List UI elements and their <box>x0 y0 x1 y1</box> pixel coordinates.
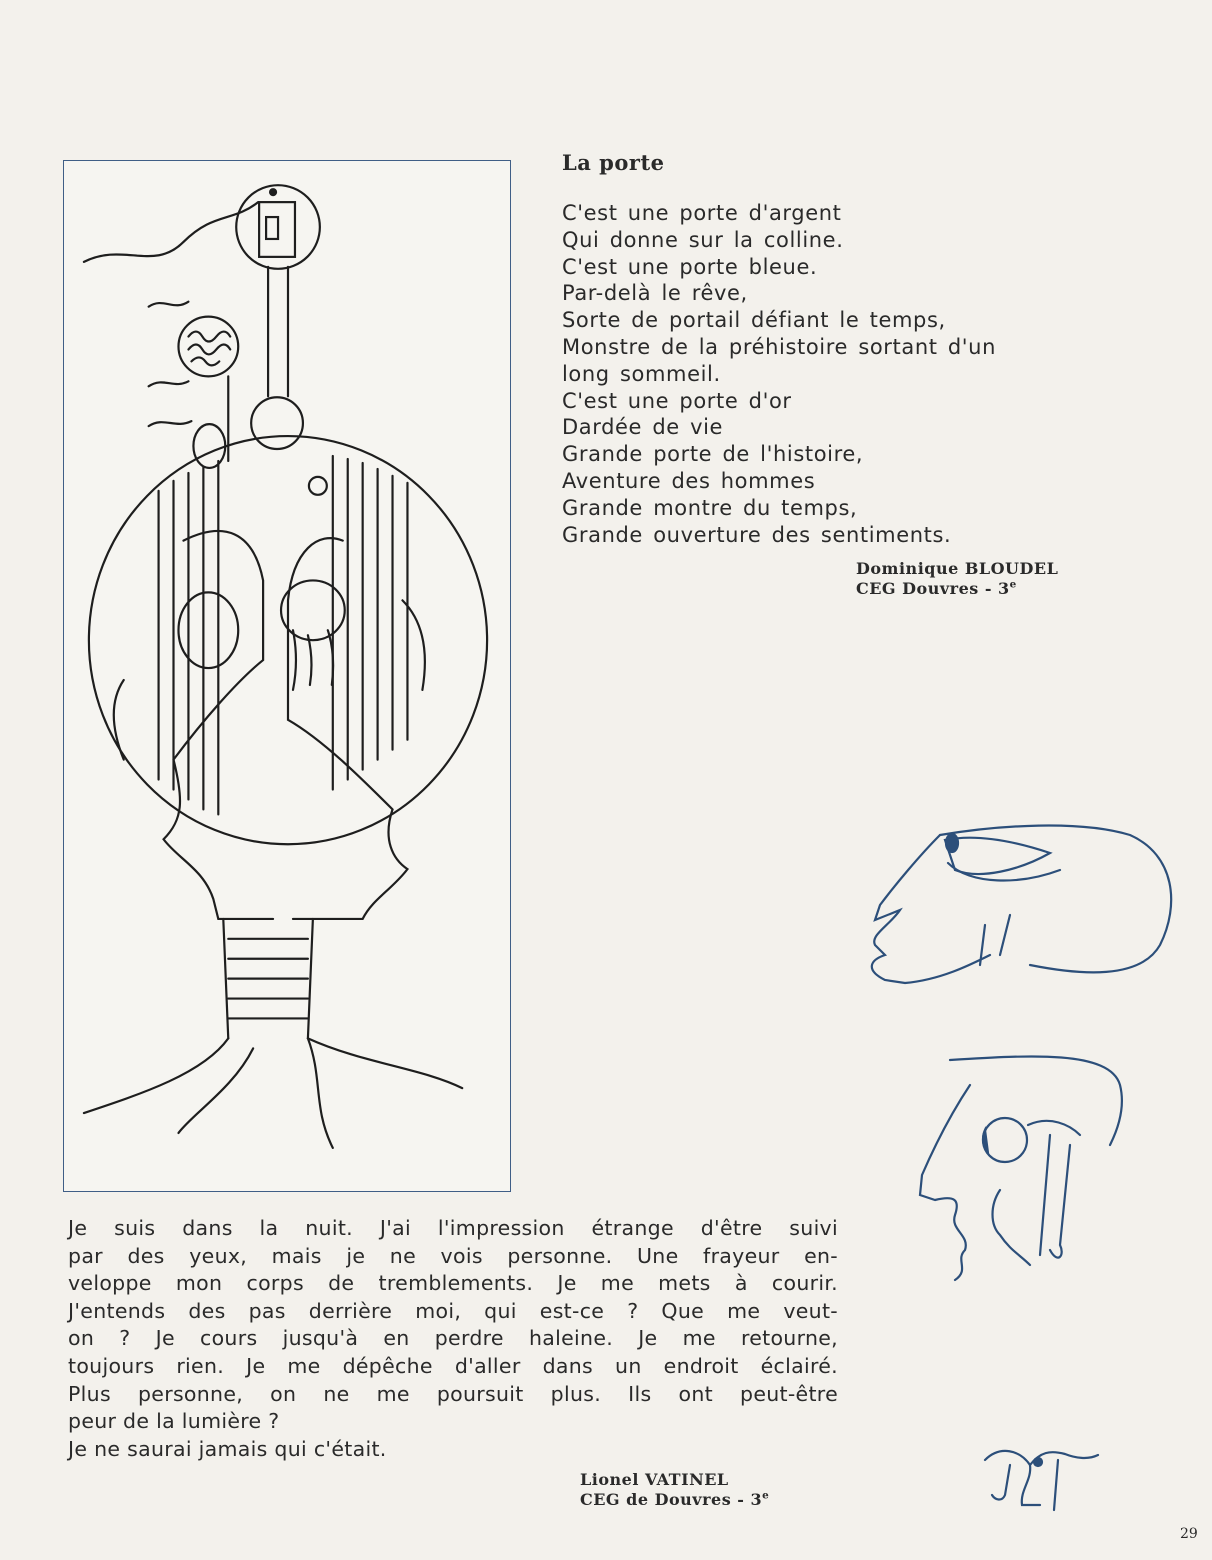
poem-line: C'est une porte bleue. <box>562 254 818 279</box>
poem-author-school: CEG Douvres - 3e <box>856 578 1017 598</box>
profile-sketch-1 <box>860 815 1180 995</box>
poem-line: C'est une porte d'or <box>562 388 792 413</box>
grade-suffix: e <box>762 1489 770 1502</box>
prose-line: par des yeux, mais je ne vois personne. Une frayeur en- <box>68 1243 838 1268</box>
poem-signature <box>856 559 1058 599</box>
prose-line: Je ne saurai jamais qui c'était. <box>68 1436 387 1461</box>
page-number: 29 <box>1180 1526 1198 1542</box>
prose-author-school: CEG de Douvres - 3e <box>580 1489 770 1509</box>
grade-suffix: e <box>1009 578 1017 591</box>
profile-sketch-2 <box>910 1055 1140 1305</box>
poem-line: Sorte de portail défiant le temps, <box>562 308 946 333</box>
poem-title: La porte <box>562 150 665 175</box>
poem-author-name: Dominique BLOUDEL <box>856 559 1059 578</box>
prose-line: peur de la lumière ? <box>68 1409 280 1434</box>
prose-author-name: Lionel VATINEL <box>580 1470 729 1489</box>
prose-line: Plus personne, on ne me poursuit plus. Ils ont peut-être <box>68 1381 838 1406</box>
poem-body <box>562 200 996 548</box>
poem-line: Dardée de vie <box>562 415 724 440</box>
poem-line: Grande montre du temps, <box>562 495 858 520</box>
prose-body <box>68 1215 838 1463</box>
poem-line: C'est une porte d'argent <box>562 201 842 225</box>
prose-line: on ? Je cours jusqu'à en perdre haleine. Je me retourne, <box>68 1326 838 1351</box>
small-doodle <box>980 1440 1105 1515</box>
prose-signature <box>580 1470 769 1510</box>
poem-line: Grande ouverture des sentiments. <box>562 522 952 547</box>
poem-line: Aventure des hommes <box>562 468 816 493</box>
poem-line: Grande porte de l'histoire, <box>562 442 864 467</box>
poem-line: Par-delà le rêve, <box>562 281 748 306</box>
prose-line: J'entends des pas derrière moi, qui est-ce ? Que me veut- <box>68 1298 838 1323</box>
ink-illustration-frame <box>63 160 511 1192</box>
prose-line: veloppe mon corps de tremblements. Je me mets à courir. <box>68 1271 838 1296</box>
prose-line: toujours rien. Je me dépêche d'aller dans un endroit éclairé. <box>68 1353 838 1378</box>
poem-line: Qui donne sur la colline. <box>562 227 844 252</box>
poem-line: Monstre de la préhistoire sortant d'un <box>562 334 996 359</box>
prose-line: Je suis dans la nuit. J'ai l'impression étrange d'être suivi <box>68 1216 838 1240</box>
surreal-tree-head-drawing <box>64 161 510 1191</box>
poem-line: long sommeil. <box>562 361 721 386</box>
